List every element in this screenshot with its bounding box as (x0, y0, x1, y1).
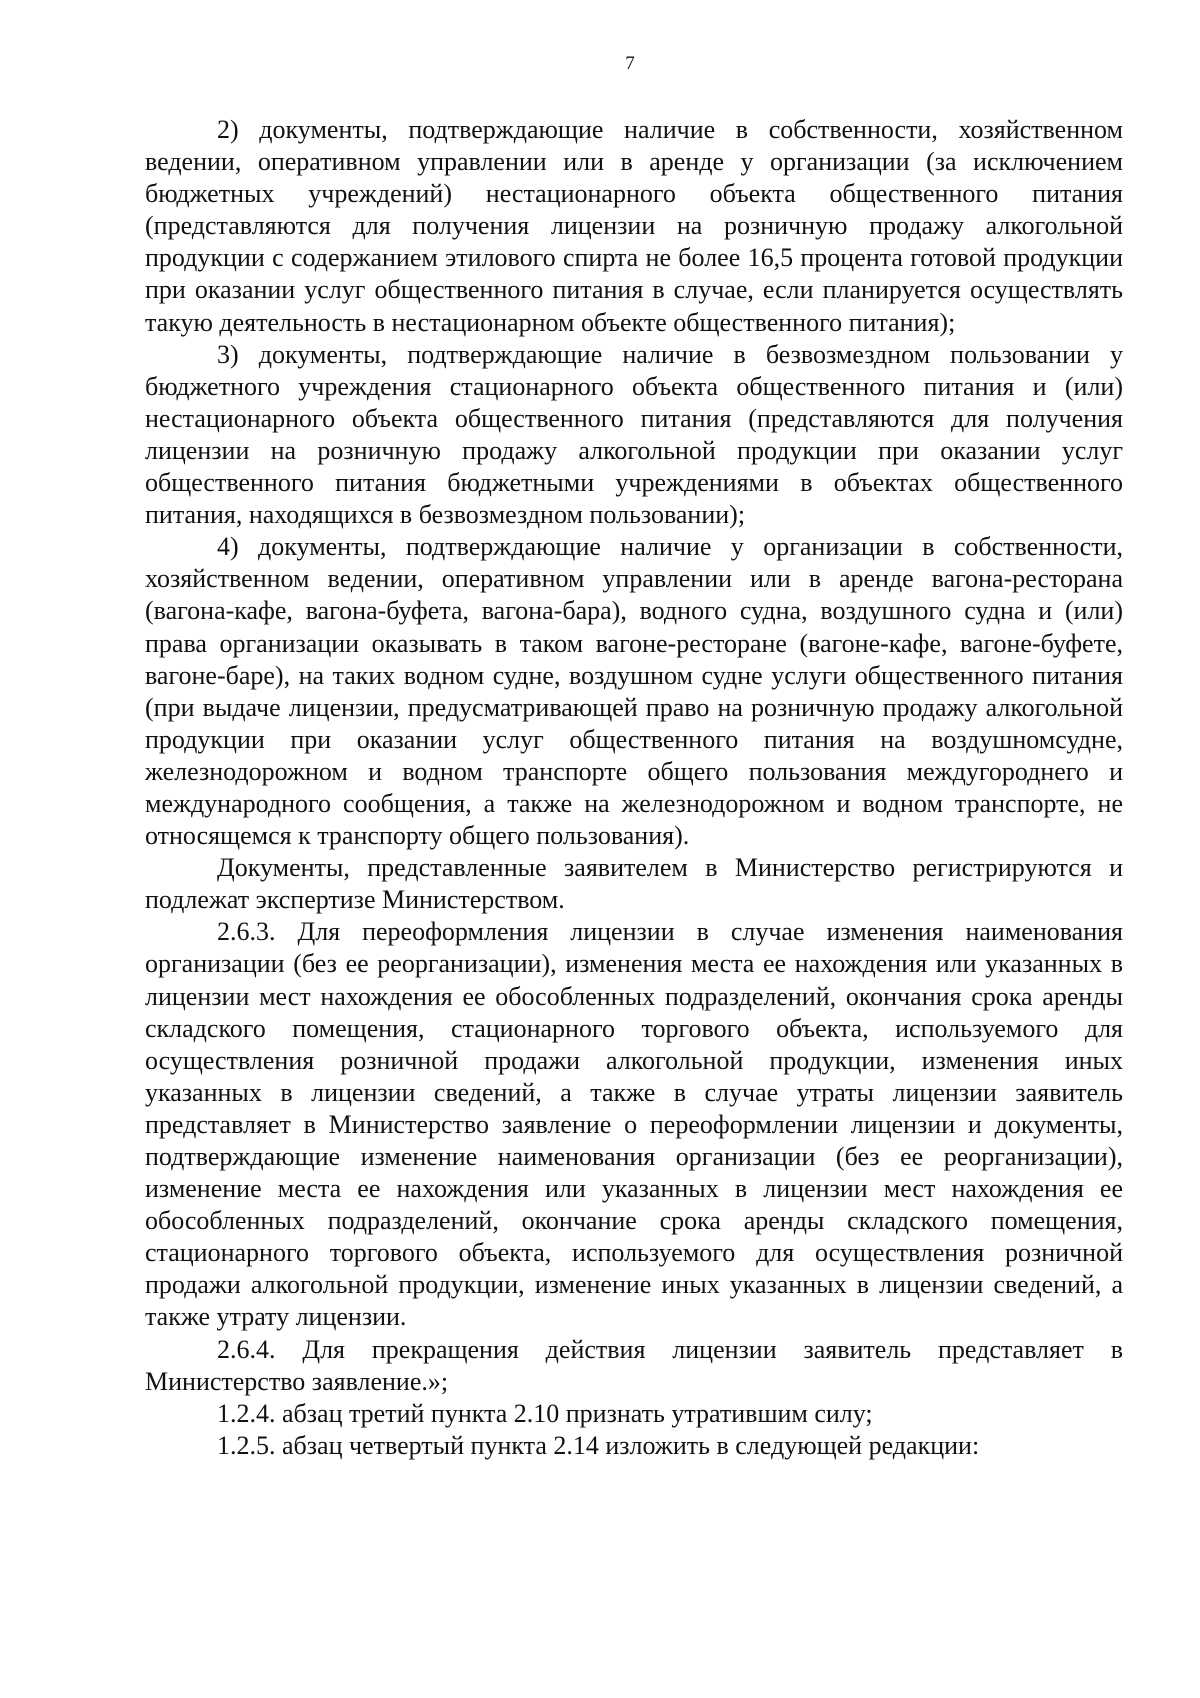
paragraph-2-6-3: 2.6.3. Для переоформления лицензии в случае изменения наименования организации (без ее реорганизации), изменения места ее нахождения или указанных в лицензии мест нахождения ее обособленных подразделений, окончания срока аренды складского помещения, стационарного торгового объекта, используемого для осуществления розничной продажи алкогольной продукции, изменения иных указанных в лицензии сведений, а также в случае утраты лицензии заявитель представляет в Министерство заявление о переоформлении лицензии и документы, подтверждающие изменение наименования организации (без ее реорганизации), изменение места ее нахождения или указанных в лицензии мест нахождения ее обособленных подразделений, окончание срока аренды складского помещения, стационарного торгового объекта, используемого для осуществления розничной продажи алкогольной продукции, изменение иных указанных в лицензии сведений, а также утрату лицензии. (145, 917, 1123, 1332)
document-body (145, 114, 1123, 1462)
paragraph-1-2-4: 1.2.4. абзац третий пункта 2.10 признать утратившим силу; (217, 1398, 873, 1428)
paragraph-item-2-documents: 2) документы, подтверждающие наличие в собственности, хозяйственном ведении, оперативном управлении или в аренде у организации (за исключением бюджетных учреждений) нестационарного объекта общественного питания (представляются для получения лицензии на розничную продажу алкогольной продукции с содержанием этилового спирта не более 16,5 процента готовой продукции при оказании услуг общественного питания в случае, если планируется осуществлять такую деятельность в нестационарном объекте общественного питания); (145, 115, 1123, 337)
paragraph-1-2-5: 1.2.5. абзац четвертый пункта 2.14 изложить в следующей редакции: (217, 1430, 980, 1460)
paragraph-item-3-documents: 3) документы, подтверждающие наличие в безвозмездном пользовании у бюджетного учреждения стационарного объекта общественного питания и (или) нестационарного объекта общественного питания (представляются для получения лицензии на розничную продажу алкогольной продукции при оказании услуг общественного питания бюджетными учреждениями в объектах общественного питания, находящихся в безвозмездном пользовании); (145, 339, 1123, 530)
page-number: 7 (625, 53, 635, 74)
paragraph-registration: Документы, представленные заявителем в Министерство регистрируются и подлежат экспертизе Министерством. (145, 853, 1123, 915)
paragraph-2-6-4: 2.6.4. Для прекращения действия лицензии заявитель представляет в Министерство заявление.»; (145, 1334, 1123, 1396)
paragraph-item-4-documents: 4) документы, подтверждающие наличие у организации в собственности, хозяйственном ведении, оперативном управлении или в аренде вагона-ресторана (вагона-кафе, вагона-буфета, вагона-бара), водного судна, воздушного судна и (или) права организации оказывать в таком вагоне-ресторане (вагоне-кафе, вагоне-буфете, вагоне-баре), на таких водном судне, воздушном судне услуги общественного питания (при выдаче лицензии, предусматривающей право на розничную продажу алкогольной продукции при оказании услуг общественного питания на воздушномсудне, железнодорожном и водном транспорте общего пользования междугороднего и международного сообщения, а также на железнодорожном и водном транспорте, не относящемся к транспорту общего пользования). (145, 532, 1123, 851)
